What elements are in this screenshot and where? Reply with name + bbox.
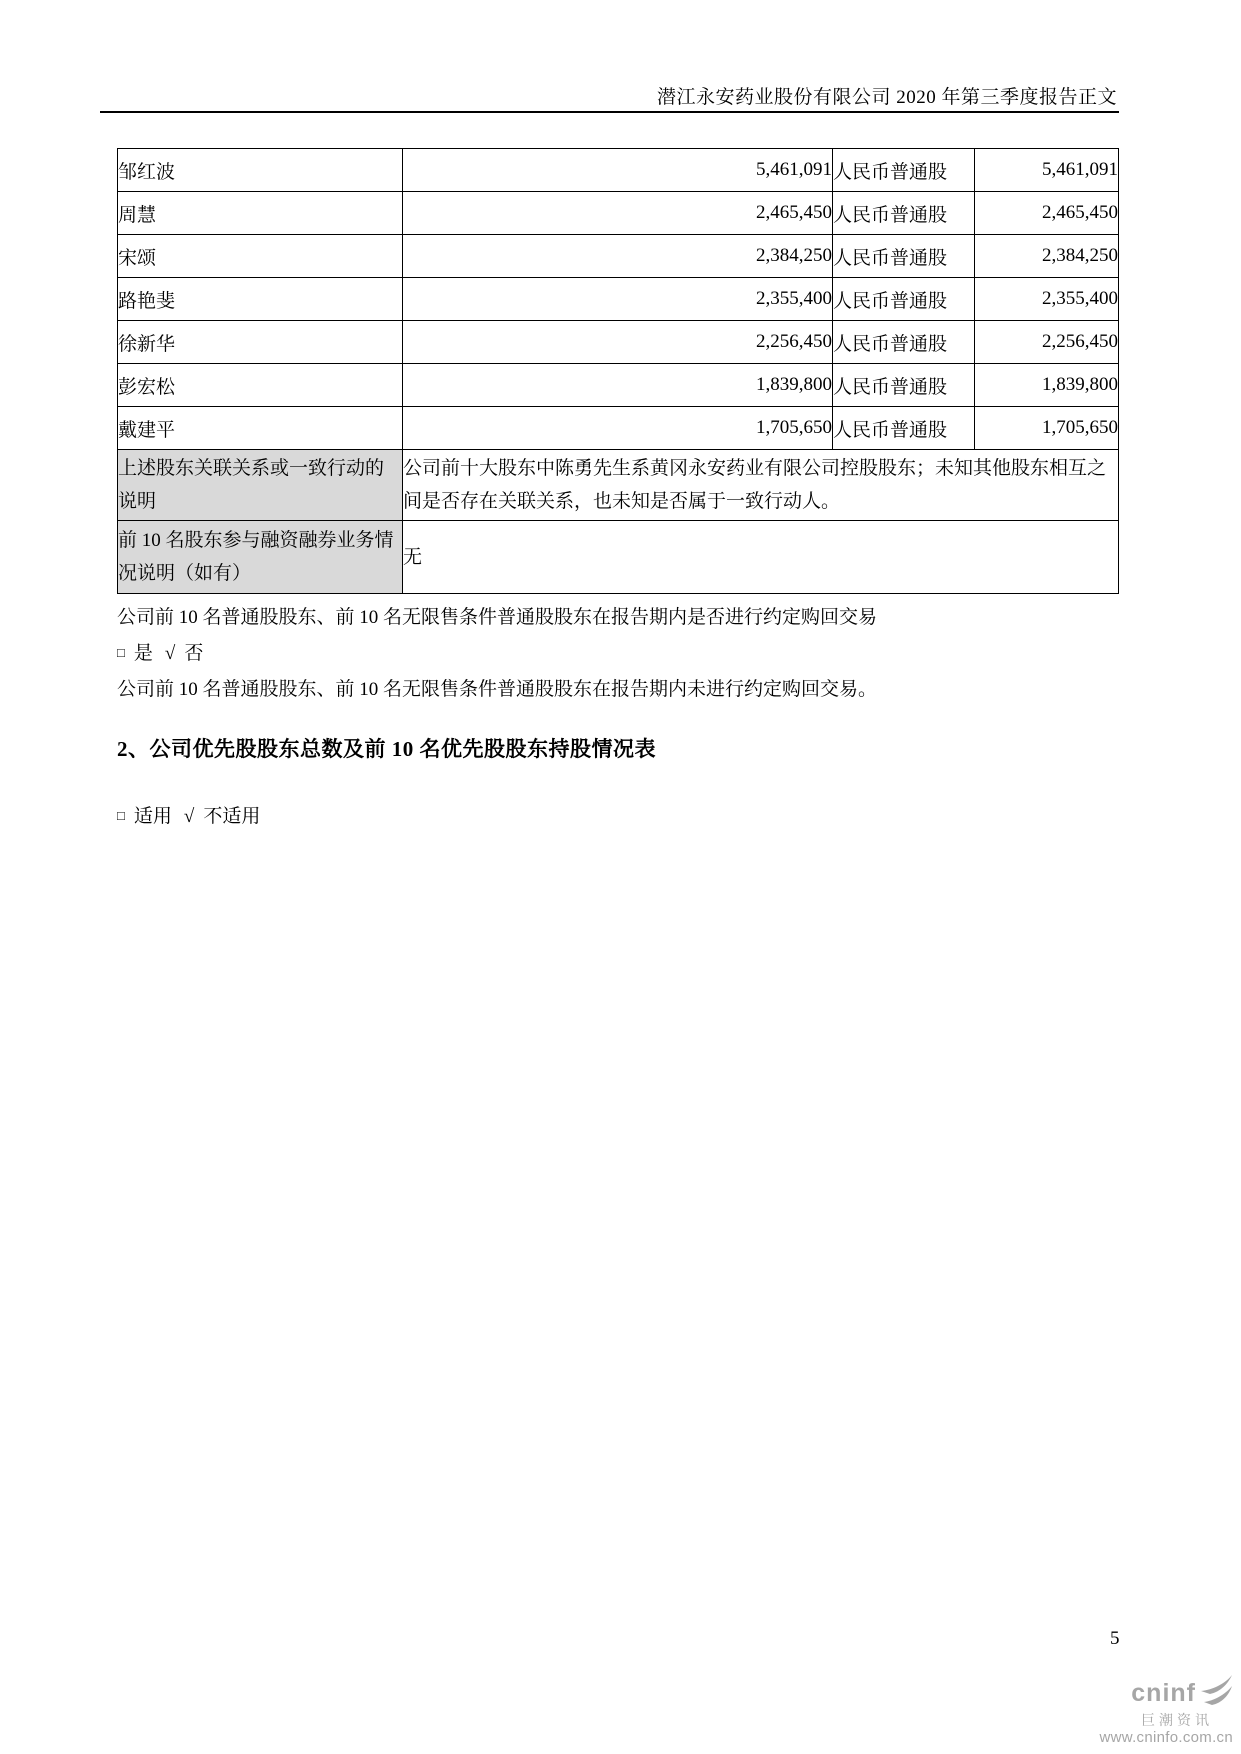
cninfo-logo-text: cninf — [1131, 1679, 1196, 1708]
shares-held: 2,355,400 — [403, 278, 833, 321]
page-header-title: 潜江永安药业股份有限公司 2020 年第三季度报告正文 — [656, 87, 1117, 108]
share-amount: 2,355,400 — [975, 278, 1119, 321]
cninfo-logo — [1100, 1676, 1233, 1746]
cninfo-logo-chinese: 巨潮资讯 — [1141, 1711, 1213, 1728]
shares-held: 2,384,250 — [403, 235, 833, 278]
shareholder-name: 邹红波 — [118, 149, 403, 192]
checkbox-unchecked-icon: □ — [117, 645, 125, 660]
section2-heading: 2、公司优先股股东总数及前 10 名优先股股东持股情况表 — [117, 737, 656, 761]
shares-held: 5,461,091 — [403, 149, 833, 192]
shareholder-name: 周慧 — [118, 192, 403, 235]
share-type: 人民币普通股 — [833, 278, 975, 321]
table-row — [118, 149, 1119, 192]
repurchase-statement: 公司前 10 名普通股股东、前 10 名无限售条件普通股股东在报告期内未进行约定购回交易。 — [117, 679, 878, 700]
shareholder-name: 戴建平 — [118, 407, 403, 450]
table-row — [118, 235, 1119, 278]
option-yes-label: 是 — [133, 643, 153, 664]
table-row — [118, 278, 1119, 321]
share-type: 人民币普通股 — [833, 149, 975, 192]
table-row — [118, 321, 1119, 364]
share-type: 人民币普通股 — [833, 235, 975, 278]
option-no-label: 否 — [184, 643, 204, 664]
checkmark-icon: √ — [164, 643, 176, 664]
top-shareholders-table — [117, 148, 1119, 594]
applicability-option-line — [117, 801, 260, 828]
table-row — [118, 192, 1119, 235]
table-note-row — [118, 521, 1119, 594]
yes-no-option-line — [117, 638, 203, 665]
note-label: 上述股东关联关系或一致行动的说明 — [118, 450, 403, 521]
option-applicable-label: 适用 — [133, 806, 172, 827]
share-amount: 2,465,450 — [975, 192, 1119, 235]
share-type: 人民币普通股 — [833, 364, 975, 407]
checkbox-unchecked-icon: □ — [117, 808, 125, 823]
share-type: 人民币普通股 — [833, 407, 975, 450]
cninfo-logo-url: www.cninfo.com.cn — [1099, 1728, 1233, 1746]
table-row — [118, 407, 1119, 450]
option-not-applicable-label: 不适用 — [203, 806, 261, 827]
table-row — [118, 364, 1119, 407]
checkmark-icon: √ — [183, 806, 195, 827]
shareholder-name: 彭宏松 — [118, 364, 403, 407]
note-value: 公司前十大股东中陈勇先生系黄冈永安药业有限公司控股股东；未知其他股东相互之间是否存在关联关系，也未知是否属于一致行动人。 — [403, 450, 1119, 521]
shares-held: 1,705,650 — [403, 407, 833, 450]
shareholder-name: 宋颂 — [118, 235, 403, 278]
shareholder-name: 路艳斐 — [118, 278, 403, 321]
table-note-row — [118, 450, 1119, 521]
share-amount: 5,461,091 — [975, 149, 1119, 192]
share-type: 人民币普通股 — [833, 192, 975, 235]
share-amount: 2,256,450 — [975, 321, 1119, 364]
share-amount: 2,384,250 — [975, 235, 1119, 278]
share-type: 人民币普通股 — [833, 321, 975, 364]
share-amount: 1,705,650 — [975, 407, 1119, 450]
header-divider — [100, 111, 1119, 113]
shareholder-name: 徐新华 — [118, 321, 403, 364]
page-number: 5 — [1110, 1628, 1120, 1649]
shares-held: 2,256,450 — [403, 321, 833, 364]
shares-held: 2,465,450 — [403, 192, 833, 235]
cninfo-swoosh-icon — [1199, 1675, 1233, 1711]
repurchase-question: 公司前 10 名普通股股东、前 10 名无限售条件普通股股东在报告期内是否进行约定购回交易 — [117, 607, 878, 628]
note-label: 前 10 名股东参与融资融券业务情况说明（如有） — [118, 521, 403, 594]
shares-held: 1,839,800 — [403, 364, 833, 407]
share-amount: 1,839,800 — [975, 364, 1119, 407]
note-value: 无 — [403, 521, 1119, 594]
